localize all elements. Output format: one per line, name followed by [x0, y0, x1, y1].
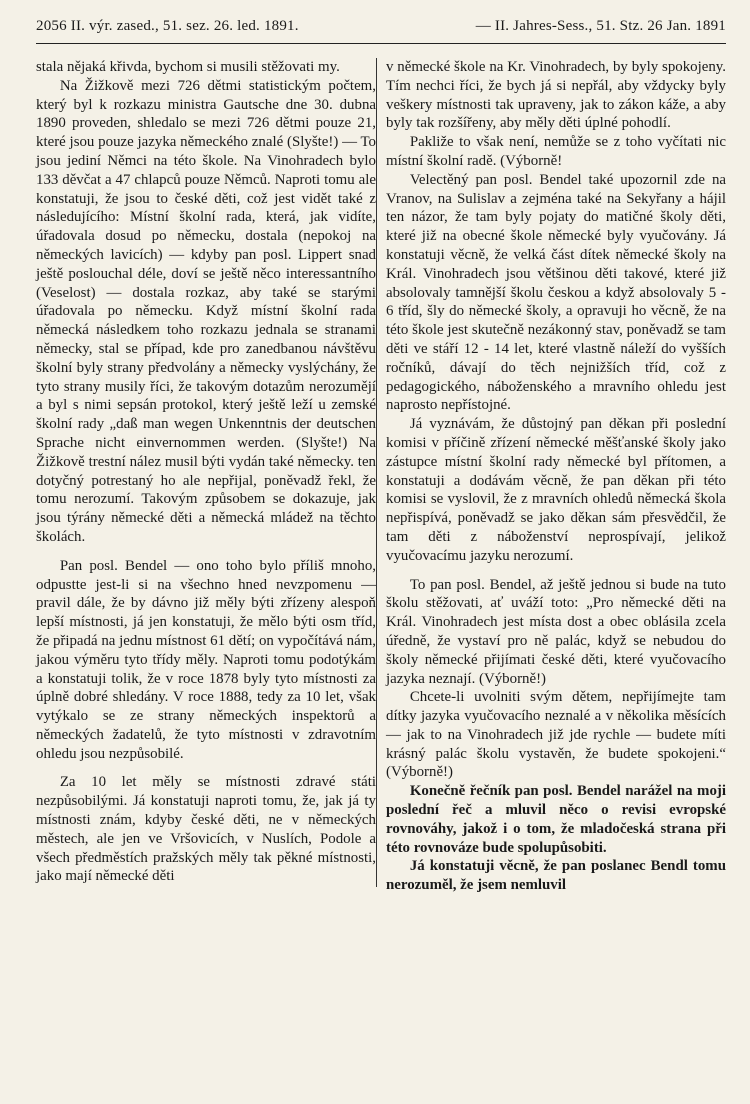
paragraph: Pan posl. Bendel — ono toho bylo příliš mnoho, odpustte jest-li si na všechno hned nevzpomenu — pravil dále, že by dávno již měly býti zřízeny alespoň lepší místnosti, já jen konstatuji, že mělo býti osm tříd, že připadá na jednu místnost 61 dětí; on vypočítává nám, jakou výměru tyto třídy měly. Naproti tomu podotýkám a konstatuji tolik, že v roce 1878 byly tyto místnosti za úplně dobré shledány. V roce 1888, tedy za 10 let, však vytýkalo se ze strany německých inspektorů a německých žadatelů, že tyto místnosti v zdravotním ohledu jsou nezpůsobilé. — [36, 557, 376, 762]
paragraph: Já vyznávám, že důstojný pan děkan při poslední komisi v příčině zřízení německé měšťanské školy jako zástupce místní školní rady německé byl přítomen, a konstatuji a dodávám věcně, že pan děkan při této komisi se vyslovil, že z mravních ohledů německá škola nepřispívá, poněvadž se jako děkan sám přesvědčil, že tam děti z náboženství neprospívají, jelikož vyučovacímu jazyku nerozumí. — [386, 416, 726, 564]
paragraph: Na Žižkově mezi 726 dětmi statistickým počtem, který byl k rozkazu ministra Gautsche dne 30. dubna 1890 proveden, shledalo se mezi 726 dětmi pouze 21, které jsou pouze jazyka německého znalé (Slyšte!) — To jsou jediní Němci na této škole. Na Vinohradech bylo 133 děvčat a 47 chlapců pouze Němců. Naproti tomu ale konstatuji, že jsou to české děti, což jest vidět také z následujícího: Místní školní rada, která, jak vidíte, úřadovala dosud po německu, dostala (nepokoj na německých lavicích) — kdyby pan posl. Lippert snad ještě poslouchal déle, doví se ještě něco interessantního (Veselost) — dostala rozkaz, aby také se starými úřadovala po německu. Když místní školní rada německá následkem toho rozkazu jednala se stranami německy, stal se případ, kde pro zanedbanou návštěvu školní byly strany předvolány a německy vyslýchány, že tyto strany musily říci, že takovým dotazům nerozumějí a byl s nimi sepsán protokol, který ještě leží u zemské školní rady „daß man wegen Unkenntnis der deutschen Sprache nicht einvernommen werden. (Slyšte!) Na Žižkově trestní nález musil býti vydán také německy. ten dotyčný potrestaný ho ale nepřijal, poněvadž řekl, že tomu nerozumí. Takovým způsobem se dokazuje, jak jsou týrány německé děti a německá mládež na těchto školách. — [36, 77, 376, 545]
header-left: 2056 II. výr. zased., 51. sez. 26. led. 1891. — [36, 18, 299, 34]
paragraph: Chcete-li uvolniti svým dětem, nepřijímejte tam dítky jazyka vyučovacího neznalé a v několika měsících — jak to na Vinohradech již jde rychle — budete míti krásný palác školu vystavěn, že budete spokojeni.“ (Výborně!) — [386, 689, 726, 781]
paragraph: Za 10 let měly se místnosti zdravé státi nezpůsobilými. Já konstatuji naproti tomu, že, jak já ty místnosti znám, kdyby české děti, ne v německých městech, ale jen ve Vršovicích, v Nuslích, Podole a všech předměstích pražských měly tak pěkné místnosti, jako mají německé děti — [36, 774, 376, 885]
running-header — [36, 18, 726, 35]
paragraph: v německé škole na Kr. Vinohradech, by byly spokojeny. Tím nechci říci, že bych já si nepřál, aby vždycky byly veškery místnosti tak upraveny, jak to zákon káže, a aby byly tak rozšířeny, aby měly děti úplné pohodlí. — [386, 59, 726, 132]
paragraph: stala nějaká křivda, bychom si musili stěžovati my. — [36, 59, 340, 75]
paragraph: Pakliže to však není, nemůže se z toho vyčítati nic místní školní radě. (Výborně! — [386, 134, 726, 169]
paragraph: To pan posl. Bendel, až ještě jednou si bude na tuto školu stěžovati, ať uváží toto: „Pro německé děti na Král. Vinohradech jest místa dost a obec oblásila zcela úředně, že vystaví pro ně palác, když se nebudou do školy německé přijímati české děti, které vyučovacího jazyka neznají. (Výborně!) — [386, 576, 726, 687]
left-column — [36, 58, 376, 895]
two-column-body — [36, 58, 726, 895]
paragraph: Konečně řečník pan posl. Bendel narážel na moji poslední řeč a mluvil něco o revisi evropské rovnováhy, jakož i o tom, že mladočeská strana při této rovnováze bude spolupůsobiti. — [386, 783, 726, 856]
paragraph: Já konstatuji věcně, že pan poslanec Bendl tomu nerozuměl, že jsem nemluvil — [386, 858, 726, 894]
header-rule — [36, 43, 726, 44]
header-right: — II. Jahres-Sess., 51. Stz. 26 Jan. 1891 — [475, 18, 726, 34]
right-column — [386, 58, 726, 895]
paragraph: Velectěný pan posl. Bendel také upozornil zde na Vranov, na Sulislav a zejména také na Sekyřany a hájil ten názor, že tam byly pojaty do matičné školy děti, které již na obecné škole německé byly vyučovány. Já konstatuji věcně, že velká část dítek německé školy na Král. Vinohradech jsou většinou děti takové, které již absolovaly tamnější školu českou a když absolovaly 5 - 6 tříd, šly do německé školy, a opravuji ho věcně, že na této škole jest skutečně nezákonný stav, poněvadž se tam děti ve stáří 12 - 14 let, které vlastně náleží do vyšších ročníků, dávají do těch nejnižších tříd, což z pedagogického, náboženského a mravního ohledu jest naprosto nepřístojné. — [386, 171, 726, 414]
